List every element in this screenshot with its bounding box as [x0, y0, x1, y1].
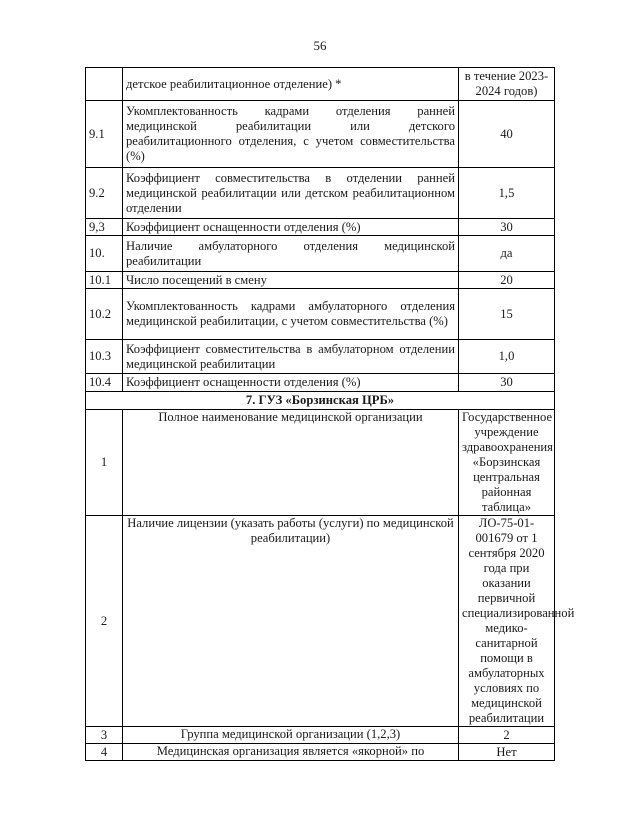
- row-number: 9.1: [86, 101, 123, 168]
- row-number: 10.1: [86, 272, 123, 289]
- row-description: Полное наименование медицинской организации: [123, 410, 459, 516]
- row-number: 10.2: [86, 289, 123, 340]
- row-number: 1: [86, 410, 123, 516]
- table-row: [86, 289, 555, 340]
- row-value: 1,5: [459, 168, 555, 219]
- section-title: 7. ГУЗ «Борзинская ЦРБ»: [86, 392, 555, 410]
- row-number: 3: [86, 727, 123, 744]
- row-number: 10.3: [86, 340, 123, 374]
- row-value: 1,0: [459, 340, 555, 374]
- row-description: детское реабилитационное отделение) *: [123, 68, 459, 101]
- row-value: 40: [459, 101, 555, 168]
- row-description: Группа медицинской организации (1,2,3): [123, 727, 459, 744]
- row-description: Коэффициент оснащенности отделения (%): [123, 374, 459, 392]
- row-description: Наличие лицензии (указать работы (услуги) по медицинской реабилитации): [123, 516, 459, 727]
- section-header-row: [86, 392, 555, 410]
- document-table: [85, 67, 575, 761]
- row-number: [86, 68, 123, 101]
- row-number: 2: [86, 516, 123, 727]
- table-row: [86, 744, 555, 761]
- row-value: 20: [459, 272, 555, 289]
- row-value: 15: [459, 289, 555, 340]
- row-description: Наличие амбулаторного отделения медицинской реабилитации: [123, 236, 459, 272]
- table-row: [86, 340, 555, 374]
- row-description: Укомплектованность кадрами отделения ранней медицинской реабилитации или детского реабилитационного отделения, с учетом совместительства (%): [123, 101, 459, 168]
- row-number: 4: [86, 744, 123, 761]
- row-number: 9,3: [86, 219, 123, 236]
- page-number: 56: [313, 38, 327, 53]
- row-description: Медицинская организация является «якорной» по: [123, 744, 459, 761]
- row-number: 9.2: [86, 168, 123, 219]
- table-row: [86, 272, 555, 289]
- table-row: [86, 727, 555, 744]
- row-description: Число посещений в смену: [123, 272, 459, 289]
- row-value: Нет: [459, 744, 555, 761]
- table-row: [86, 219, 555, 236]
- row-description: Укомплектованность кадрами амбулаторного отделения медицинской реабилитации, с учетом совместительства (%): [123, 289, 459, 340]
- row-value: 2: [459, 727, 555, 744]
- row-value: Государственное учреждение здравоохранения «Борзинская центральная районная таблица»: [459, 410, 555, 516]
- table-row: [86, 374, 555, 392]
- row-value: да: [459, 236, 555, 272]
- row-number: 10.4: [86, 374, 123, 392]
- row-value: ЛО-75-01-001679 от 1 сентября 2020 года при оказании первичной специализированной медико-санитарной помощи в амбулаторных условиях по медицинской реабилитации: [459, 516, 555, 727]
- row-value: в течение 2023-2024 годов): [459, 68, 555, 101]
- table-row: [86, 168, 555, 219]
- table-row: [86, 410, 555, 516]
- row-description: Коэффициент совместительства в отделении ранней медицинской реабилитации или детском реабилитационном отделении: [123, 168, 459, 219]
- table-row: [86, 101, 555, 168]
- table-row: [86, 68, 555, 101]
- row-number: 10.: [86, 236, 123, 272]
- table-row: [86, 516, 555, 727]
- row-description: Коэффициент совместительства в амбулаторном отделении медицинской реабилитации: [123, 340, 459, 374]
- row-value: 30: [459, 219, 555, 236]
- table-row: [86, 236, 555, 272]
- row-value: 30: [459, 374, 555, 392]
- row-description: Коэффициент оснащенности отделения (%): [123, 219, 459, 236]
